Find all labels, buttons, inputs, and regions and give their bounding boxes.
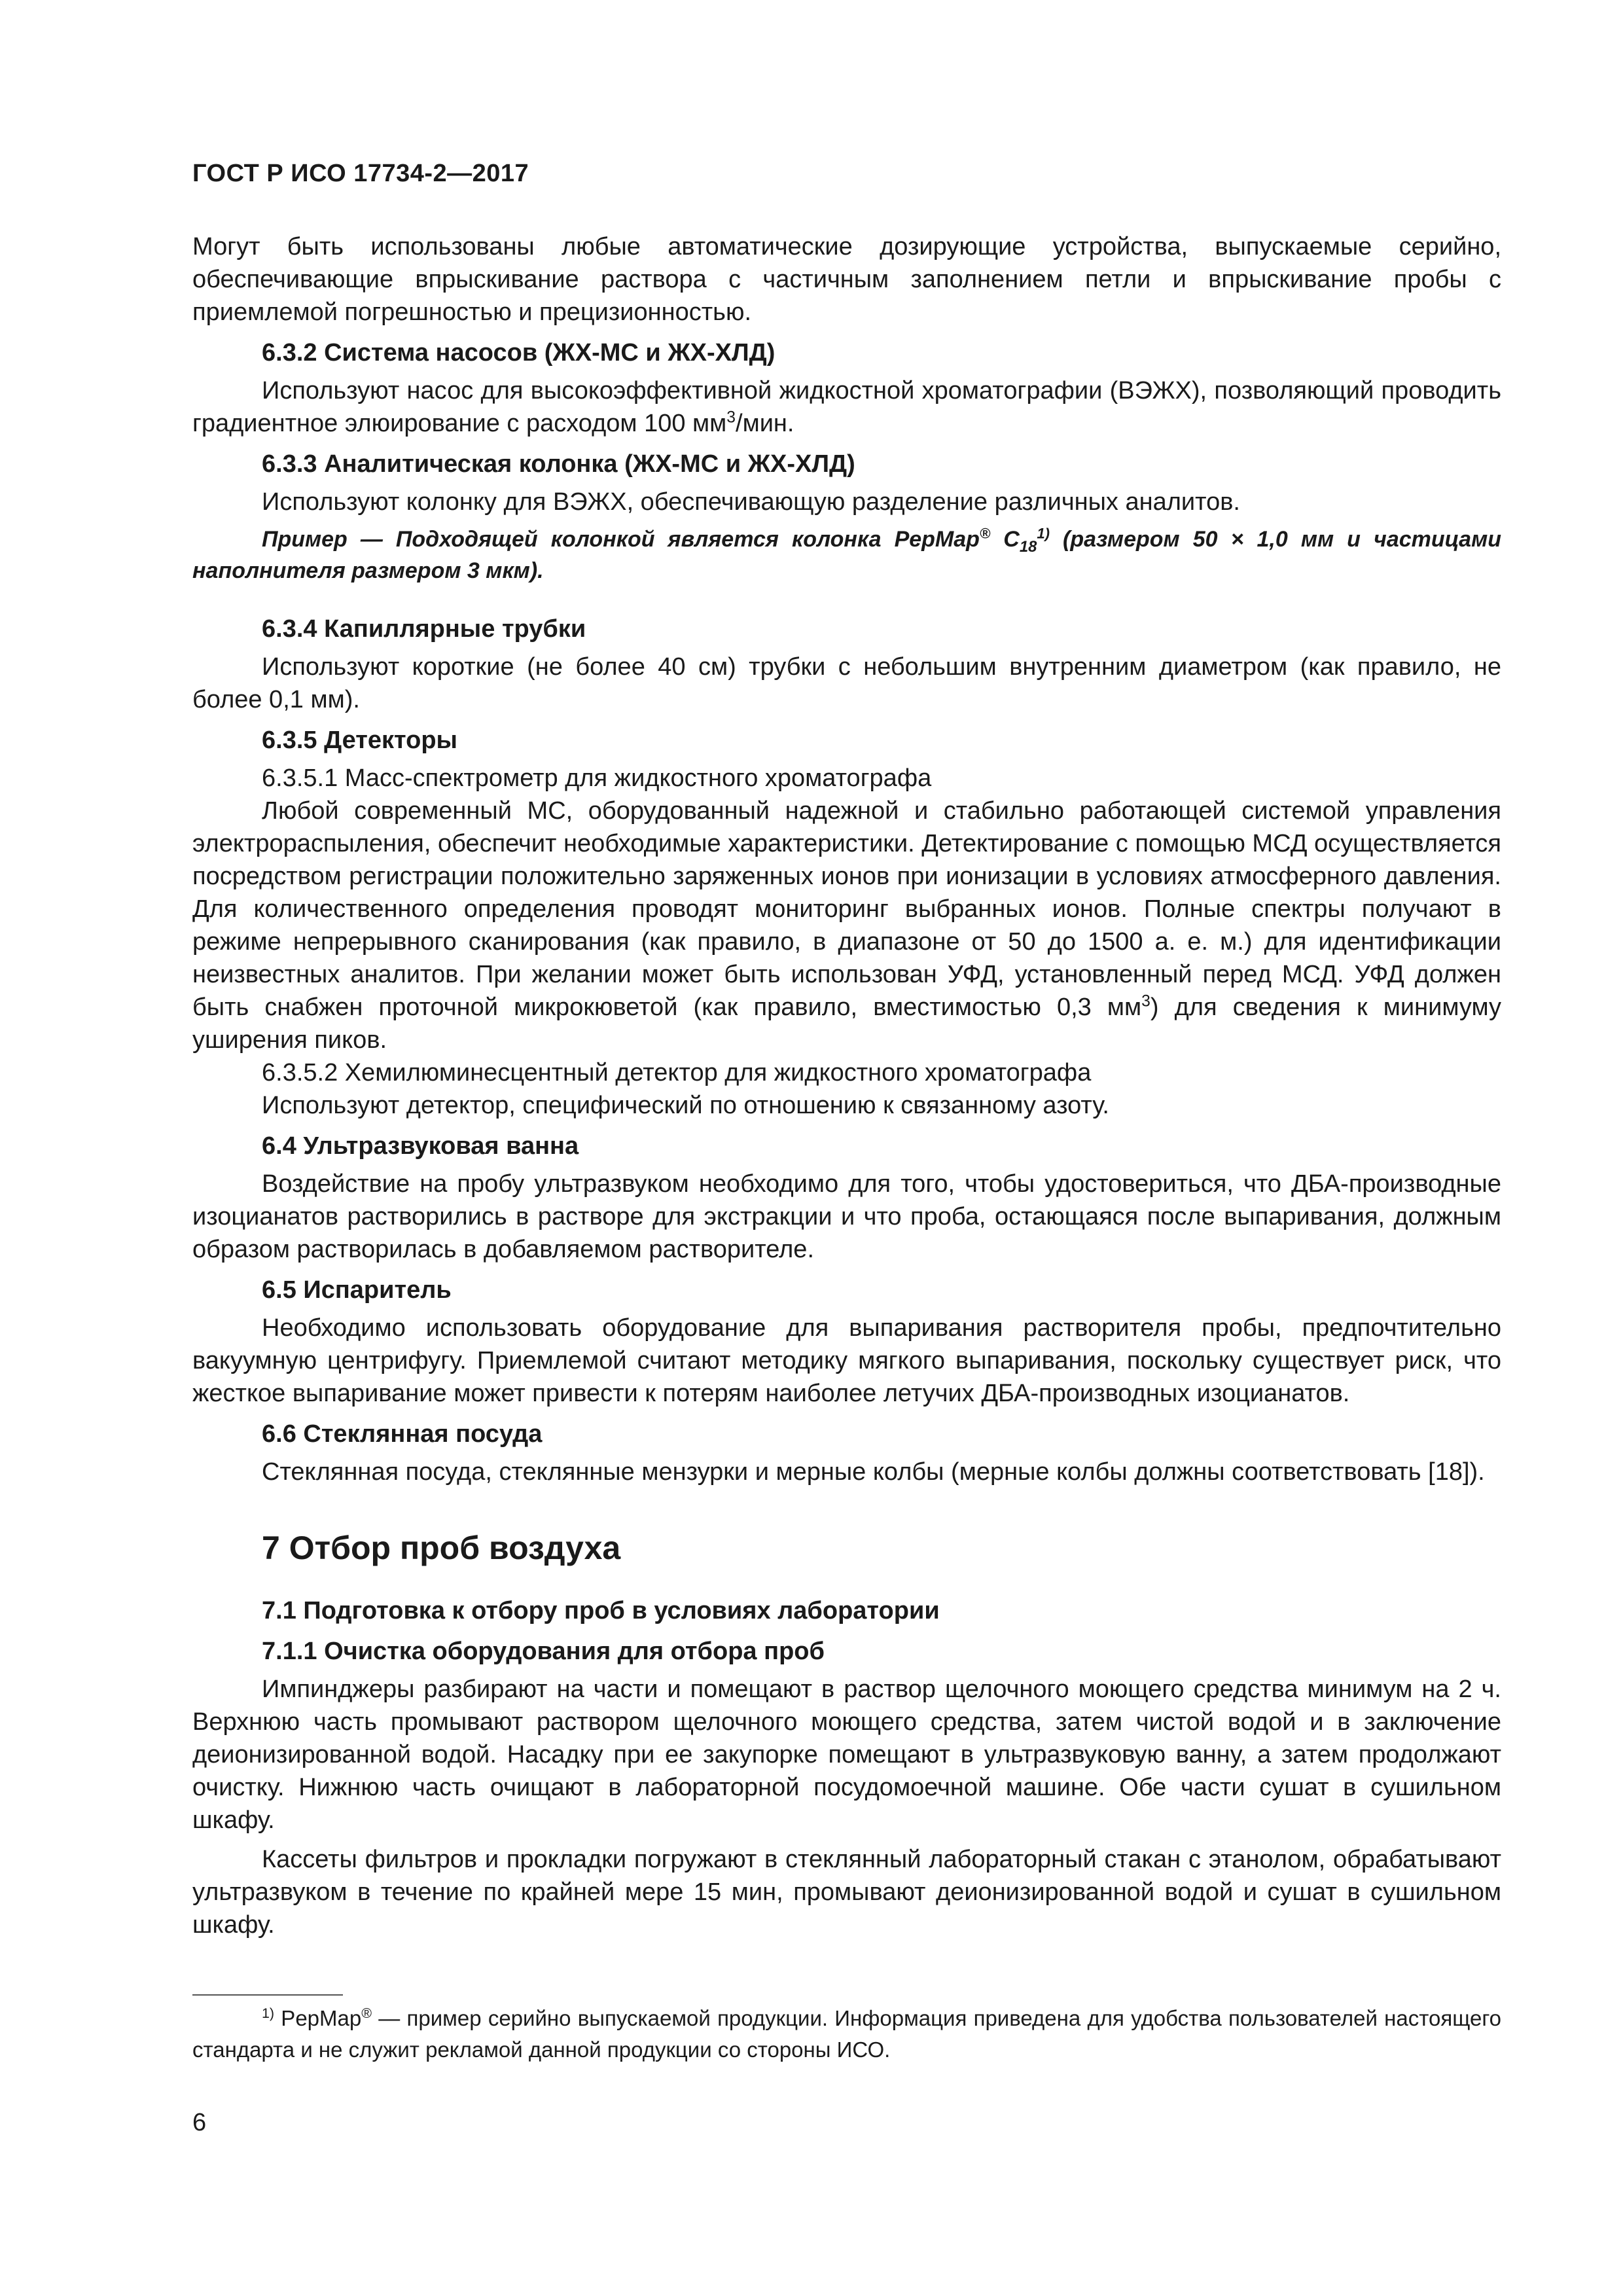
footnote-divider [192, 1994, 343, 1996]
heading-6-3-5-2: 6.3.5.2 Хемилюминесцентный детектор для жидкостного хроматографа [262, 1059, 1092, 1086]
example-text: Пример — Подходящей колонкой является колонка PepMap [262, 527, 980, 552]
superscript-cube: 3 [726, 408, 736, 427]
heading-6-5: 6.5 Испаритель [262, 1276, 452, 1304]
paragraph-intro: Могут быть использованы любые автоматические дозирующие устройства, выпускаемые серийно, обеспечивающие впрыскивание раствора с частичным заполнением петли и впрыскивание пробы с приемлемой погрешностью и прецизионностью. [192, 233, 1501, 326]
heading-6-3-2: 6.3.2 Система насосов (ЖХ-МС и ЖХ-ХЛД) [262, 339, 776, 367]
paragraph-6-3-5-1 [192, 795, 1501, 1056]
page-number: 6 [192, 2109, 207, 2136]
heading-6-3-4: 6.3.4 Капиллярные трубки [262, 615, 586, 643]
footnote [192, 2003, 1501, 2066]
heading-6-3-5: 6.3.5 Детекторы [262, 726, 457, 754]
example-subscript: 18 [1019, 537, 1037, 556]
page-content [192, 230, 1501, 1941]
paragraph-6-3-3: Используют колонку для ВЭЖХ, обеспечивающую разделение различных аналитов. [262, 488, 1240, 516]
heading-7-1-1: 7.1.1 Очистка оборудования для отбора проб [262, 1638, 825, 1665]
paragraph-6-3-5-1-text: Любой современный МС, оборудованный надежной и стабильно работающей системой управления электрораспыления, обеспечит необходимые характеристики. Детектирование с помощью МСД осуществляется посредством регистрации положительно заряженных ионов при ионизации в условиях атмосферного давления. Для количественного определения проводят мониторинг выбранных ионов. Полные спектры получают в режиме непрерывного сканирования (как правило, в диапазоне от 50 до 1500 а. е. м.) для идентификации неизвестных аналитов. При желании может быть использован УФД, установленный перед МСД. УФД должен быть снабжен проточной микрокюветой (как правило, вместимостью 0,3 мм [192, 797, 1501, 1021]
paragraph-7-1-1-a: Импинджеры разбирают на части и помещают в раствор щелочного моющего средства минимум на 2 ч. Верхнюю часть промывают раствором щелочного моющего средства, затем чистой водой и в заключение деионизированной водой. Насадку при ее закупорке помещают в ультразвуковую ванну, а затем продолжают очистку. Нижнюю часть очищают в лабораторной посудомоечной машине. Обе части сушат в сушильном шкафу. [192, 1676, 1501, 1834]
footnote-registered-mark: ® [361, 2005, 372, 2021]
paragraph-7-1-1-b: Кассеты фильтров и прокладки погружают в стеклянный лабораторный стакан с этанолом, обрабатывают ультразвуком в течение по крайней мере 15 мин, промывают деионизированной водой и сушат в сушильном шкафу. [192, 1846, 1501, 1939]
heading-6-6: 6.6 Стеклянная посуда [262, 1420, 543, 1448]
footnote-product: PepMap [274, 2006, 362, 2030]
paragraph-6-3-5-2: Используют детектор, специфический по отношению к связанному азоту. [262, 1092, 1109, 1119]
section-heading-7: 7 Отбор проб воздуха [262, 1530, 621, 1566]
registered-mark: ® [979, 525, 991, 542]
heading-6-4: 6.4 Ультразвуковая ванна [262, 1132, 579, 1160]
footnote-text: — пример серийно выпускаемой продукции. Информация приведена для удобства пользователей настоящего стандарта и не служит рекламой данной продукции со стороны ИСО. [192, 2006, 1501, 2062]
example-note [192, 524, 1501, 586]
footnote-marker: 1) [262, 2005, 275, 2021]
paragraph-6-3-2-text: Используют насос для высокоэффективной жидкостной хроматографии (ВЭЖХ), позволяющий проводить градиентное элюирование с расходом 100 мм [192, 377, 1501, 437]
paragraph-6-5: Необходимо использовать оборудование для выпаривания растворителя пробы, предпочтительно вакуумную центрифугу. Приемлемой считают методику мягкого выпаривания, поскольку существует риск, что жесткое выпаривание может привести к потерям наиболее летучих ДБА-производных изоцианатов. [192, 1314, 1501, 1407]
footnote-ref: 1) [1037, 525, 1050, 542]
page-header-standard-code: ГОСТ Р ИСО 17734-2—2017 [192, 160, 529, 187]
superscript-cube-2: 3 [1141, 992, 1150, 1011]
heading-6-3-3: 6.3.3 Аналитическая колонка (ЖХ-МС и ЖХ-ХЛД) [262, 450, 855, 478]
paragraph-6-3-5-1-end: ) для сведения к минимуму уширения пиков. [192, 994, 1502, 1054]
heading-7-1: 7.1 Подготовка к отбору проб в условиях лаборатории [262, 1597, 940, 1624]
paragraph-6-4: Воздействие на пробу ультразвуком необходимо для того, чтобы удостовериться, что ДБА-производные изоцианатов растворились в растворе для экстракции и что проба, остающаяся после выпаривания, должным образом растворилась в добавляемом растворителе. [192, 1170, 1501, 1263]
paragraph-6-6: Стеклянная посуда, стеклянные мензурки и мерные колбы (мерные колбы должны соответствовать [18]). [262, 1458, 1485, 1486]
paragraph-6-3-2 [192, 374, 1501, 440]
paragraph-6-3-2-unit: /мин. [736, 410, 794, 437]
example-c: C [990, 527, 1020, 552]
paragraph-6-3-4: Используют короткие (не более 40 см) трубки с небольшим внутренним диаметром (как правило, не более 0,1 мм). [192, 653, 1501, 713]
heading-6-3-5-1: 6.3.5.1 Масс-спектрометр для жидкостного хроматографа [262, 764, 932, 792]
example-text-end: (размером 50 × 1,0 мм и частицами наполнителя размером 3 мкм). [192, 527, 1501, 583]
